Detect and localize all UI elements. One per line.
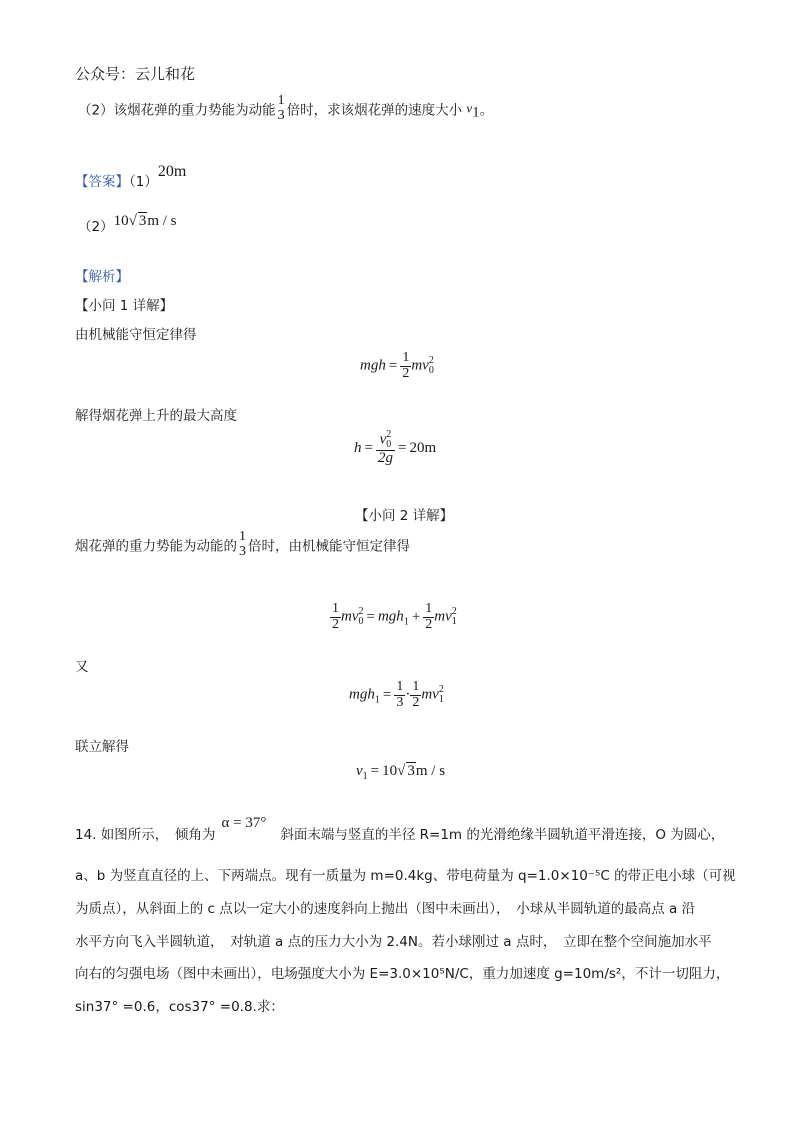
q2-var-sub: 1 [472, 104, 480, 121]
q2-suffix: 倍时，求该烟花弹的速度大小 [286, 102, 467, 119]
q2-fraction: 1 3 [277, 93, 285, 123]
q14-alpha: α = 37° [221, 815, 267, 831]
equation-5: $v_1 = 10√$ 3m / s [356, 763, 446, 782]
equation-1: mgh = $\frac{1}{2}$ mv 2 0 [360, 350, 434, 381]
q2-var: v [466, 100, 473, 116]
answer-part2-prefix: （2） [78, 219, 114, 235]
q2-end: 。 [479, 102, 494, 119]
q2-prefix: （2）该烟花弹的重力势能为动能 [78, 102, 276, 119]
answer-line-2 [78, 215, 177, 236]
analysis-line-4: 又 [75, 659, 89, 675]
answer-label: 【答案】 [75, 174, 129, 190]
question-2-line [78, 94, 493, 123]
answer-part1-value: 20m [157, 163, 187, 180]
account-header: 公众号：云儿和花 [75, 65, 196, 83]
q14-line-6: sin37° =0.6，cos37° =0.8.求： [75, 999, 284, 1015]
analysis-line-5: 联立解得 [75, 739, 129, 755]
q14-line-5: 向右的匀强电场（图中未画出），电场强度大小为 E=3.0×10⁵N/C，重力加速度 g=10m/s²，不计一切阻力， [75, 966, 730, 982]
q14-line-3: 为质点），从斜面上的 c 点以一定大小的速度斜向上抛出（图中未画出）， 小球从半圆轨道的最高点 a 沿 [75, 901, 696, 917]
equation-3: $\frac{1}{2}$ mv 2 0 = mgh$_1$ + $\frac{1}{2}$ mv 2 1 [332, 601, 457, 632]
q14-line-1: 14. 如图所示， 倾角为α = 37°斜面末端与竖直的半径 R=1m 的光滑绝缘半圆轨道平滑连接，O 为圆心， [75, 815, 725, 843]
analysis-line-1: 由机械能守恒定律得 [75, 327, 197, 343]
answer-part2-value: 10√ 3m / s [113, 213, 177, 229]
q14-line-4: 水平方向飞入半圆轨道， 对轨道 a 点的压力大小为 2.4N。若小球刚过 a 点时， 立即在整个空间施加水平 [75, 934, 712, 950]
analysis-label: 【解析】 [75, 269, 129, 285]
analysis-line-2: 解得烟花弹上升的最大高度 [75, 408, 237, 424]
subquestion-1-heading: 【小问 1 详解】 [75, 298, 174, 314]
answer-part1-prefix: （1） [129, 174, 158, 190]
analysis-line-3: 烟花弹的重力势能为动能的 1 3 倍时，由机械能守恒定律得 [75, 529, 410, 559]
answer-line-1 [75, 163, 187, 191]
equation-2: h = v 2 0 2g = 20m [354, 429, 437, 466]
subquestion-2-heading: 【小问 2 详解】 [355, 508, 454, 524]
q14-line-2: a、b 为竖直直径的上、下两端点。现有一质量为 m=0.4kg、带电荷量为 q=1.0×10⁻⁵C 的带正电小球（可视 [75, 868, 736, 884]
equation-4: mgh$_1$ = $\frac{1}{3}$ · $\frac{1}{2}$ mv 2 1 [349, 679, 444, 710]
